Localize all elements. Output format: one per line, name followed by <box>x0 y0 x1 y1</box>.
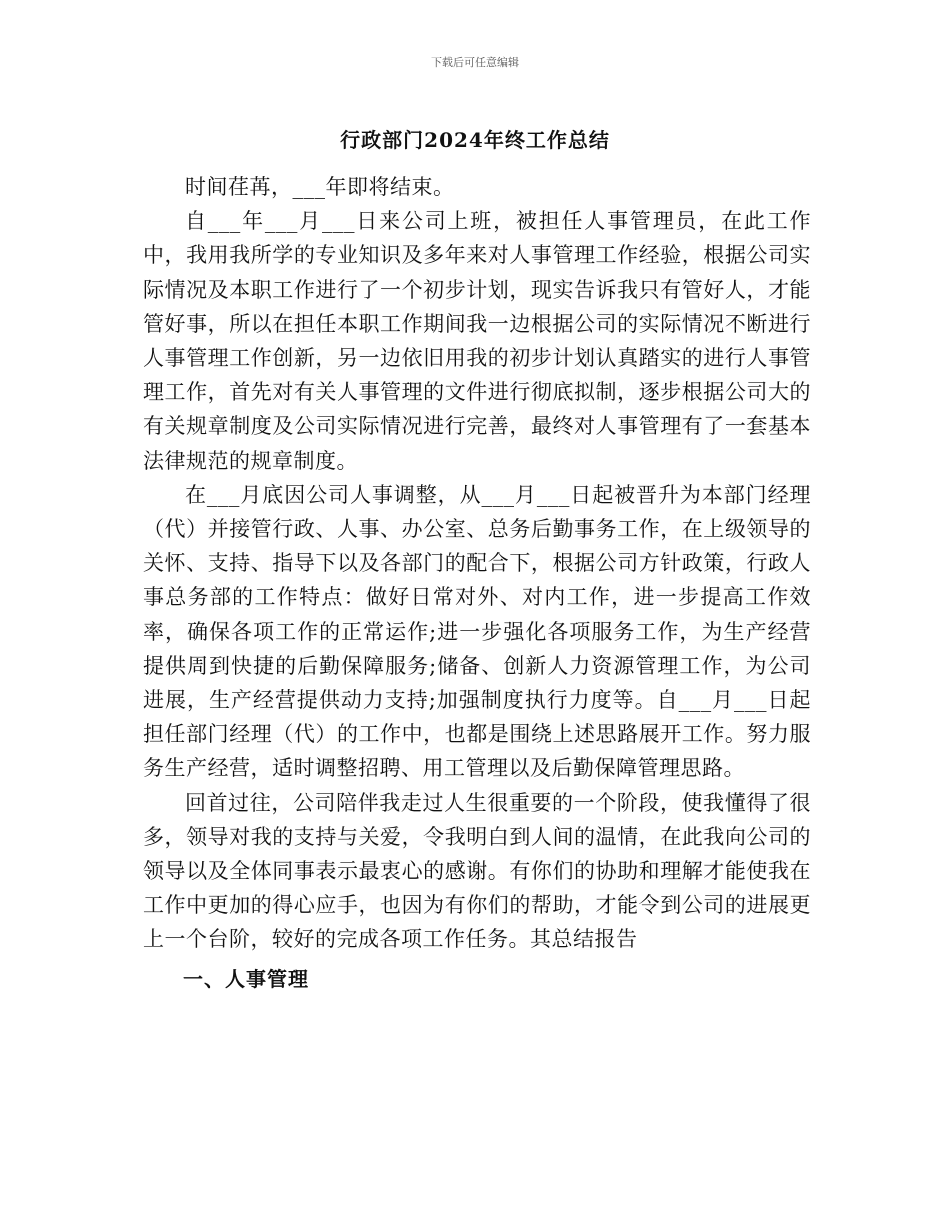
section-heading: 一、人事管理 <box>183 966 309 991</box>
paragraph-gratitude: 回首过往，公司陪伴我走过人生很重要的一个阶段，使我懂得了很多，领导对我的支持与关爱，令我明白到人间的温情，在此我向公司的领导以及全体同事表示最衷心的感谢。有你们的协助和理解才能使我在工作中更加的得心应手，也因为有你们的帮助，才能令到公司的进展更上一个台阶，较好的完成各项工作任务。其总结报告 <box>143 790 811 952</box>
paragraph-intro: 时间荏苒，___年即将结束。 <box>185 175 455 199</box>
header-note: 下载后可任意编辑 <box>431 56 519 69</box>
paragraph-hr-role: 自___年___月___日来公司上班，被担任人事管理员，在此工作中，我用我所学的专业知识及多年来对人事管理工作经验，根据公司实际情况及本职工作进行了一个初步计划，现实告诉我只有管好人，才能管好事，所以在担任本职工作期间我一边根据公司的实际情况不断进行人事管理工作创新，另一边依旧用我的初步计划认真踏实的进行人事管理工作，首先对有关人事管理的文件进行彻底拟制，逐步根据公司大的有关规章制度及公司实际情况进行完善，最终对人事管理有了一套基本法律规范的规章制度。 <box>143 209 811 473</box>
paragraph-promotion: 在___月底因公司人事调整，从___月___日起被晋升为本部门经理（代）并接管行政、人事、办公室、总务后勤事务工作，在上级领导的关怀、支持、指导下以及各部门的配合下，根据公司方针政策，行政人事总务部的工作特点：做好日常对外、对内工作，进一步提高工作效率，确保各项工作的正常运作;进一步强化各项服务工作，为生产经营提供周到快捷的后勤保障服务;储备、创新人力资源管理工作，为公司进展，生产经营提供动力支持;加强制度执行力度等。自___月___日起担任部门经理（代）的工作中，也都是围绕上述思路展开工作。努力服务生产经营，适时调整招聘、用工管理以及后勤保障管理思路。 <box>143 482 811 781</box>
document-body <box>143 170 811 999</box>
document-title: 行政部门2024年终工作总结 <box>340 128 610 152</box>
